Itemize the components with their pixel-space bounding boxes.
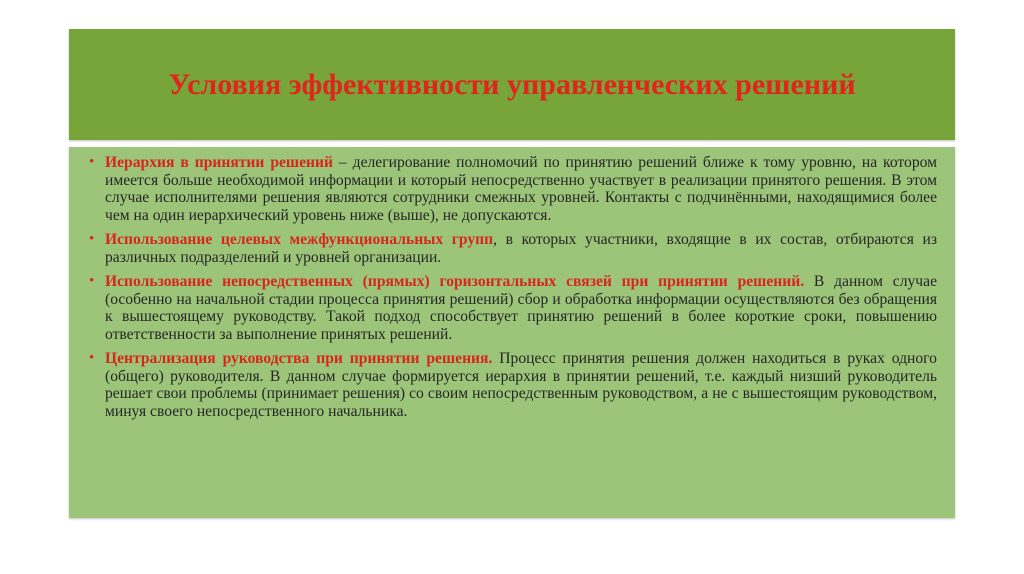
bullet-text: Процесс принятия решения должен находиться в руках одного (общего) руководителя. В данном случае формируется иерархия в принятии решений, т.е. каждый низший руководитель решает свои проблемы (принимает решения) со своим непосредственным руководством, а не с вышестоящим руководством, минуя своего непосредственного начальника. [105,350,937,420]
bullet-icon: • [89,154,95,170]
bullet-icon: • [89,231,95,247]
title-bar [69,29,955,140]
bullet-term: Централизация руководства при принятии решения. [105,350,493,367]
bullet-list [89,154,937,420]
bullet-text: В данном случае (особенно на начальной стадии процесса принятия решений) сбор и обработка информации осуществляются без обращения к вышестоящему руководству. Такой подход способствует принятию решений в более короткие сроки, повышению ответственности за выполнение принятых решений. [105,273,937,343]
content-box [69,147,955,518]
bullet-term: Использование непосредственных (прямых) горизонтальных связей при принятии решений. [105,273,805,290]
bullet-icon: • [89,273,95,289]
bullet-text: – делегирование полномочий по принятию решений ближе к тому уровню, на котором имеется больше необходимой информации и который непосредственно участвует в реализации принятого решения. В этом случае исполнителями решения являются сотрудники смежных уровней. Контакты с подчинёнными, находящимися более чем на один иерархический уровень ниже (выше), не допускаются. [105,154,937,224]
bullet-icon: • [89,350,95,366]
slide-title: Условия эффективности управленческих решений [168,67,856,101]
bullet-item-hierarchy [89,154,937,224]
bullet-term: Использование целевых межфункциональных групп [105,231,494,248]
bullet-item-centralization [89,350,937,420]
bullet-term: Иерархия в принятии решений [105,154,333,171]
bullet-text: , в которых участники, входящие в их состав, отбираются из различных подразделений и уровней организации. [105,231,937,266]
bullet-item-cross-functional-groups [89,231,937,266]
bullet-item-horizontal-links [89,273,937,343]
